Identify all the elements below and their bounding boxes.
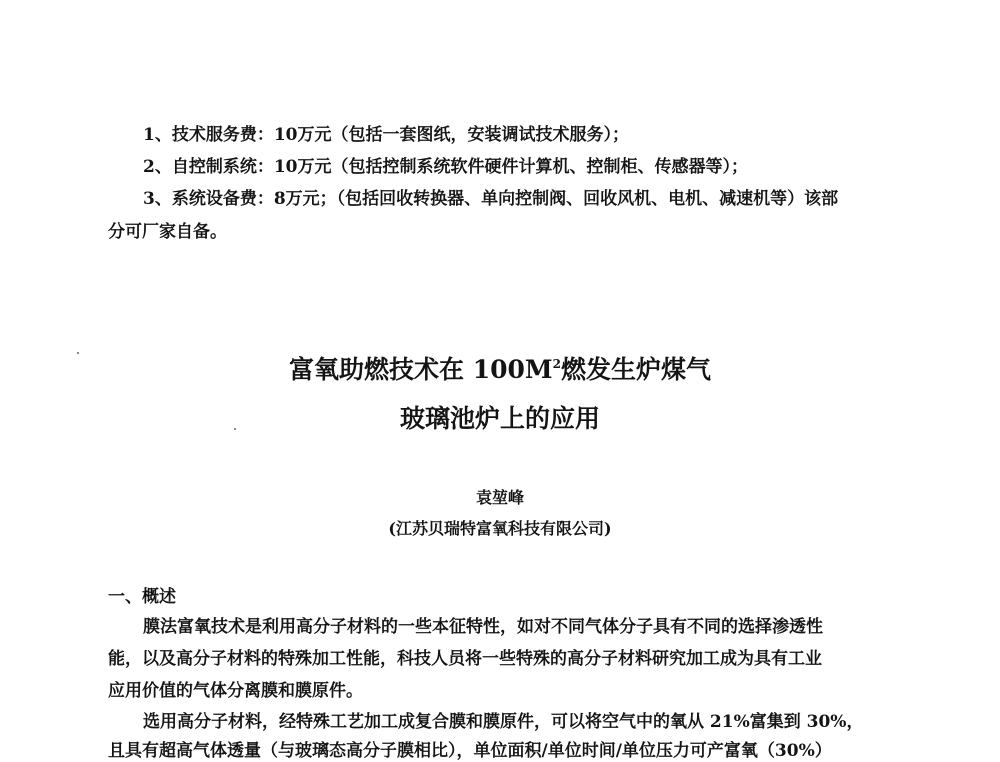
section-heading: 一、概述	[108, 587, 176, 607]
paragraph-1-line-2: 能，以及高分子材料的特殊加工性能，科技人员将一些特殊的高分子材料研究加工成为具有工业	[108, 649, 822, 669]
title-part-a: 富氧助燃技术在 100M	[289, 355, 553, 384]
title-superscript: 2	[552, 357, 561, 371]
paragraph-2-line-2: 且具有超高气体透量（与玻璃态高分子膜相比），单位面积/单位时间/单位压力可产富氧（30%）	[108, 741, 832, 761]
fee-item-2: 2、自控制系统：10万元（包括控制系统软件硬件计算机、控制柜、传感器等）；	[143, 157, 748, 177]
title-part-b: 燃发生炉煤气	[560, 355, 711, 384]
fee-item-3-line-1: 3、系统设备费：8万元；（包括回收转换器、单向控制阀、回收风机、电机、减速机等）该部	[143, 189, 839, 209]
article-title-line-1	[0, 348, 1000, 386]
author-affiliation: (江苏贝瑞特富氧科技有限公司)	[388, 519, 612, 538]
fee-item-3-line-2: 分可厂家自备。	[108, 222, 227, 242]
paragraph-1-line-1: 膜法富氧技术是利用高分子材料的一些本征特性，如对不同气体分子具有不同的选择渗透性	[143, 617, 823, 637]
fee-item-1: 1、技术服务费：10万元（包括一套图纸，安装调试技术服务）；	[143, 125, 629, 145]
paragraph-1-line-3: 应用价值的气体分离膜和膜原件。	[108, 681, 363, 701]
article-title-line-2: 玻璃池炉上的应用	[399, 404, 600, 433]
author-name: 袁堃峰	[475, 488, 524, 507]
paragraph-2-line-1: 选用高分子材料，经特殊工艺加工成复合膜和膜原件，可以将空气中的氧从 21%富集到 30%，	[143, 712, 864, 732]
